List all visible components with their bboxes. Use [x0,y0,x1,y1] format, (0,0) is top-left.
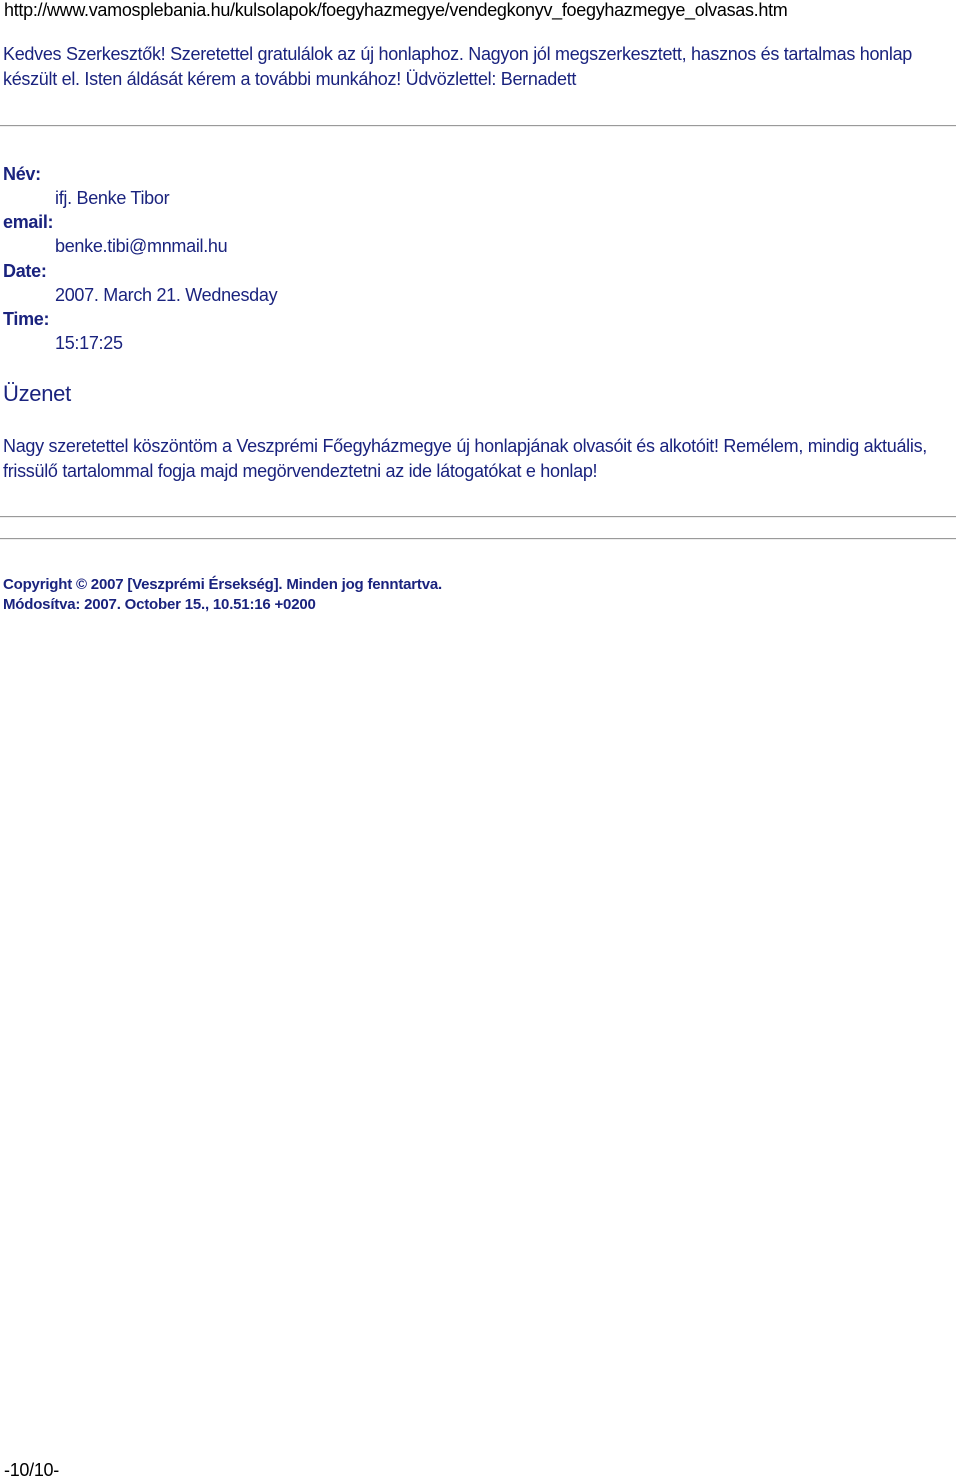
message-text: Nagy szeretettel köszöntöm a Veszprémi Főegyházmegye új honlapjának olvasóit és alkotóit! Remélem, mindig aktuális, frissülő tartalommal fogja majd megörvendeztetni az ide látogatókat e honlap! [3,436,927,481]
divider [0,516,956,518]
divider [0,538,956,540]
date-value: 2007. March 21. Wednesday [55,285,278,305]
email-label: email: [3,212,54,232]
modified-date: Módosítva: 2007. October 15., 10.51:16 +0200 [3,596,316,613]
divider [0,125,956,127]
copyright-notice: Copyright © 2007 [Veszprémi Érsekség]. Minden jog fenntartva. [3,576,442,593]
page-number: -10/10- [4,1460,59,1480]
name-value: ifj. Benke Tibor [55,188,170,208]
page-url[interactable]: http://www.vamosplebania.hu/kulsolapok/foegyhazmegye/vendegkonyv_foegyhazmegye_olvasas.htm [4,0,788,20]
message-heading: Üzenet [3,381,71,406]
date-label: Date: [3,261,47,281]
email-value[interactable]: benke.tibi@mnmail.hu [55,236,228,256]
time-value: 15:17:25 [55,333,123,353]
time-label: Time: [3,309,50,329]
previous-entry-text: Kedves Szerkesztők! Szeretettel gratulálok az új honlaphoz. Nagyon jól megszerkesztett, hasznos és tartalmas honlap készült el. Isten áldását kérem a további munkához! Üdvözlettel: Bernadett [3,44,912,89]
name-label: Név: [3,164,41,184]
